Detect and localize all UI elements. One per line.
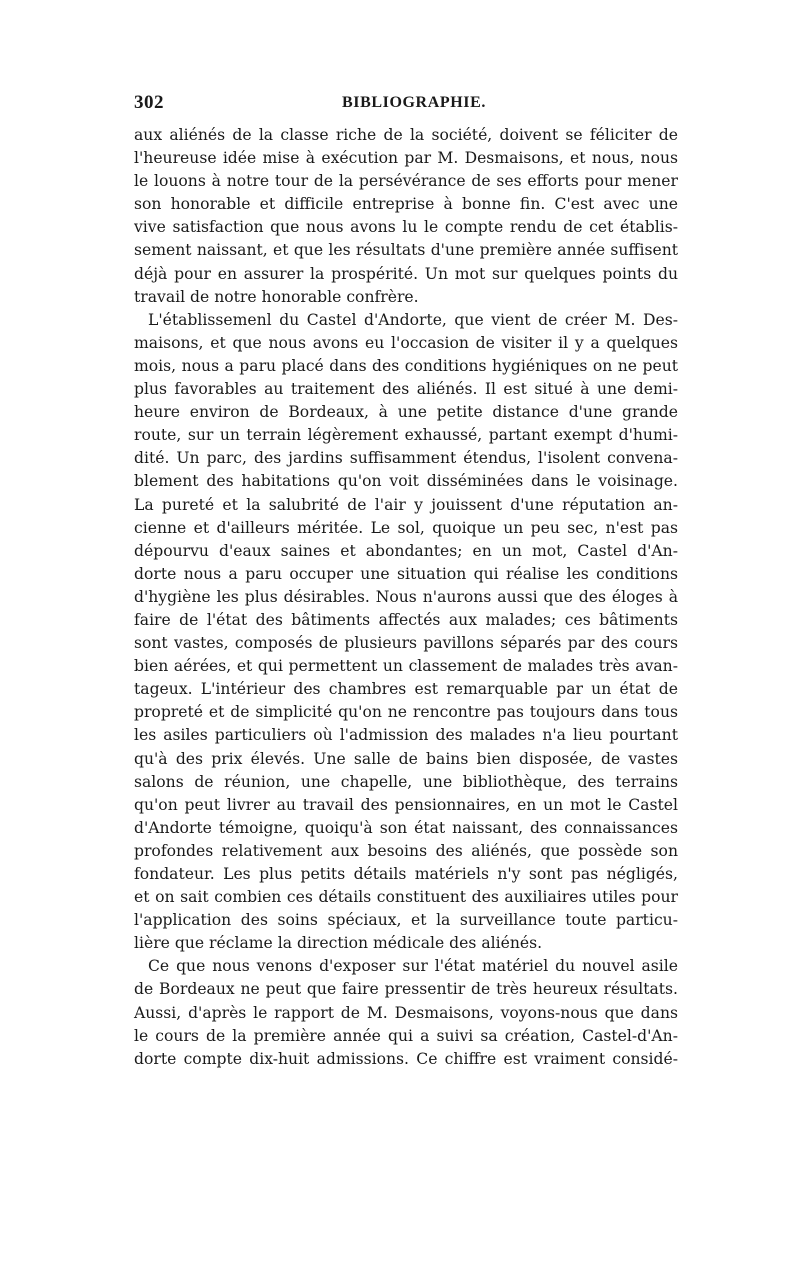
text-line: bien aérées, et qui permettent un classement de malades très avan- [134, 657, 678, 676]
text-line: l'heureuse idée mise à exécution par M. Desmaisons, et nous, nous [134, 149, 678, 168]
text-line: travail de notre honorable confrère. [134, 287, 419, 306]
text-line: L'établissemenl du Castel d'Andorte, que vient de créer M. Des- [148, 310, 678, 329]
running-head [134, 92, 678, 118]
text-line: salons de réunion, une chapelle, une bibliothèque, des terrains [134, 772, 678, 791]
text-line: dité. Un parc, des jardins suffisamment étendus, l'isolent convena- [134, 449, 678, 468]
text-line: tageux. L'intérieur des chambres est remarquable par un état de [134, 680, 678, 699]
text-line: dorte compte dix-huit admissions. Ce chiffre est vraiment considé- [134, 1049, 678, 1068]
text-line: mois, nous a paru placé dans des conditions hygiéniques on ne peut [134, 356, 678, 375]
paragraph [134, 124, 678, 309]
text-line: route, sur un terrain légèrement exhaussé, partant exempt d'humi- [134, 426, 678, 445]
text-line: Aussi, d'après le rapport de M. Desmaisons, voyons-nous que dans [134, 1003, 678, 1022]
text-line: blement des habitations qu'on voit disséminées dans le voisinage. [134, 472, 678, 491]
text-line: qu'on peut livrer au travail des pensionnaires, en un mot le Castel [134, 795, 678, 814]
text-line: profondes relativement aux besoins des aliénés, que possède son [134, 841, 678, 860]
text-line: lière que réclame la direction médicale des aliénés. [134, 934, 543, 953]
text-line: dorte nous a paru occuper une situation qui réalise les conditions [134, 564, 678, 583]
paragraph [134, 309, 678, 956]
text-line: et on sait combien ces détails constituent des auxiliaires utiles pour [134, 888, 678, 907]
text-line: déjà pour en assurer la prospérité. Un mot sur quelques points du [134, 264, 678, 283]
page-number: 302 [134, 92, 164, 113]
running-title: BIBLIOGRAPHIE. [342, 94, 486, 111]
text-line: les asiles particuliers où l'admission des malades n'a lieu pourtant [134, 726, 678, 745]
text-line: heure environ de Bordeaux, à une petite distance d'une grande [134, 403, 678, 422]
text-line: qu'à des prix élevés. Une salle de bains bien disposée, de vastes [134, 749, 678, 768]
text-line: d'Andorte témoigne, quoiqu'à son état naissant, des connaissances [134, 818, 678, 837]
text-line: propreté et de simplicité qu'on ne rencontre pas toujours dans tous [134, 703, 678, 722]
text-line: sement naissant, et que les résultats d'une première année suffisent [134, 241, 678, 260]
text-line: sont vastes, composés de plusieurs pavillons séparés par des cours [134, 634, 678, 653]
text-line: aux aliénés de la classe riche de la société, doivent se féliciter de [134, 126, 678, 144]
text-line: son honorable et difficile entreprise à bonne fin. C'est avec une [134, 195, 678, 214]
text-line: dépourvu d'eaux saines et abondantes; en un mot, Castel d'An- [134, 541, 678, 560]
text-line: vive satisfaction que nous avons lu le compte rendu de cet établis- [134, 218, 678, 237]
text-line: l'application des soins spéciaux, et la surveillance toute particu- [134, 911, 678, 930]
text-line: plus favorables au traitement des aliénés. Il est situé à une demi- [134, 380, 678, 399]
text-line: cienne et d'ailleurs méritée. Le sol, quoique un peu sec, n'est pas [134, 518, 678, 537]
text-line: d'hygiène les plus désirables. Nous n'aurons aussi que des éloges à [134, 587, 678, 606]
text-line: le louons à notre tour de la persévérance de ses efforts pour mener [134, 172, 678, 191]
text-line: faire de l'état des bâtiments affectés aux malades; ces bâtiments [134, 610, 678, 629]
text-line: Ce que nous venons d'exposer sur l'état matériel du nouvel asile [148, 957, 678, 976]
text-line: La pureté et la salubrité de l'air y jouissent d'une réputation an- [134, 495, 678, 514]
paragraph [134, 955, 678, 1070]
text-line: fondateur. Les plus petits détails matériels n'y sont pas négligés, [134, 865, 678, 883]
text-line: le cours de la première année qui a suivi sa création, Castel-d'An- [134, 1026, 678, 1045]
body-text [134, 124, 678, 1071]
text-line: maisons, et que nous avons eu l'occasion de visiter il y a quelques [134, 333, 678, 352]
text-line: de Bordeaux ne peut que faire pressentir de très heureux résultats. [134, 980, 678, 999]
